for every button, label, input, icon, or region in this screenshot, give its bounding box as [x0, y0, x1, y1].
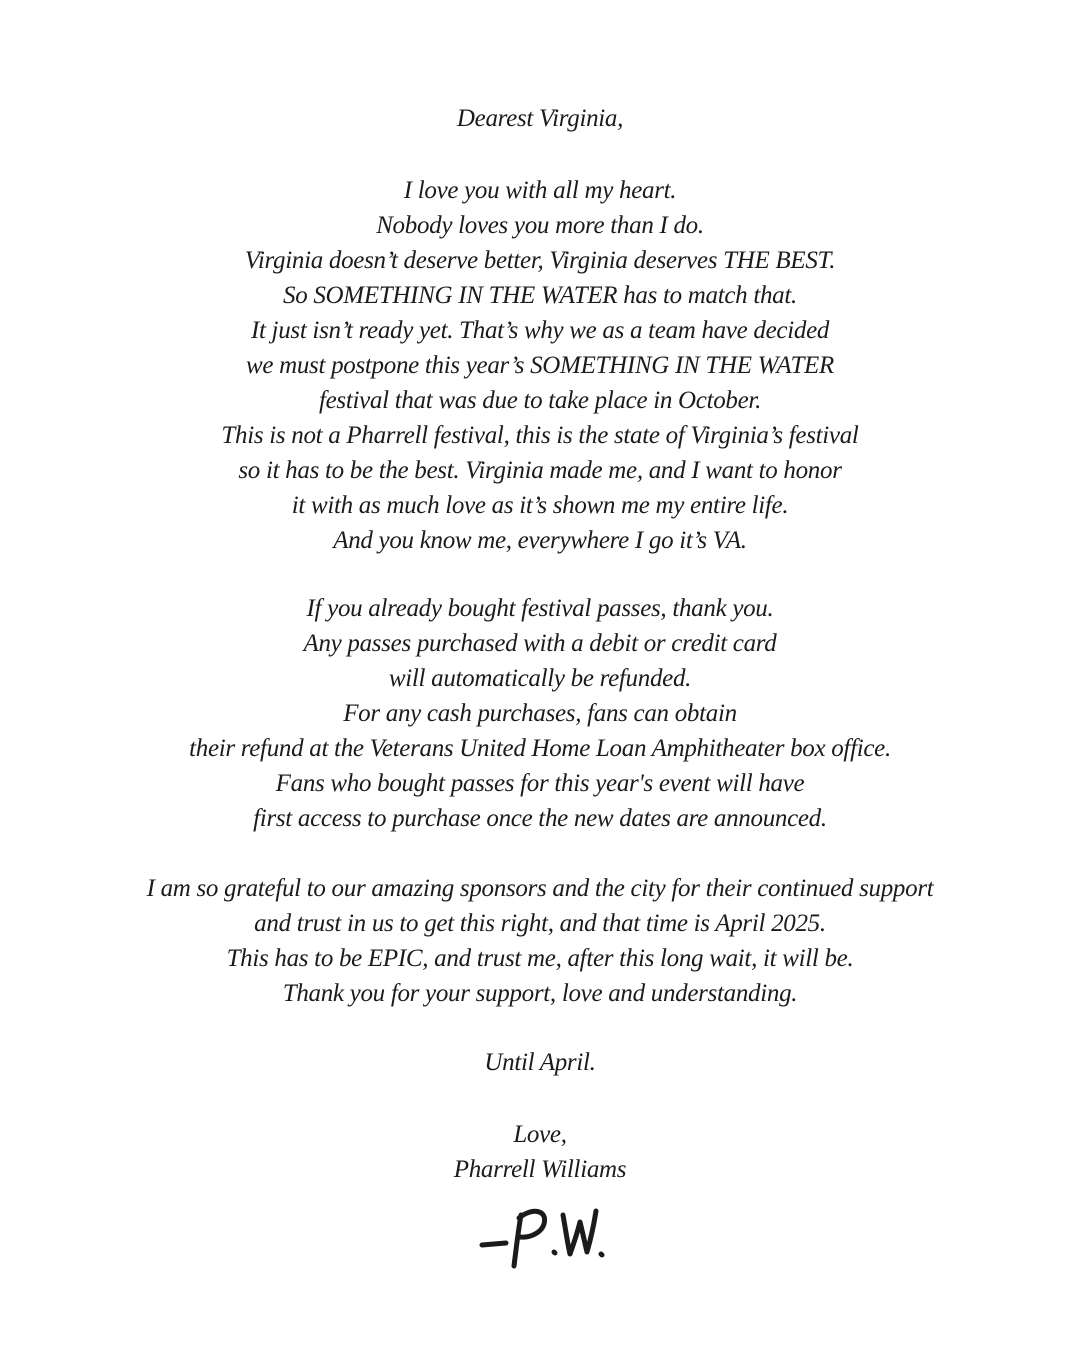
text-line: I am so grateful to our amazing sponsors and the city for their continued support: [146, 875, 934, 902]
paragraph-2: [0, 591, 1080, 836]
farewell-line: Until April.: [484, 1049, 596, 1076]
text-line: And you know me, everywhere I go it’s VA.: [333, 527, 747, 554]
text-line: It just isn’t ready yet. That’s why we as a team have decided: [250, 317, 830, 344]
text-line: Fans who bought passes for this year's event will have: [275, 770, 805, 797]
text-line: This has to be EPIC, and trust me, after this long wait, it will be.: [226, 945, 854, 972]
handwritten-signature: [470, 1198, 610, 1278]
text-line: For any cash purchases, fans can obtain: [343, 700, 737, 727]
sign-off: Love,: [513, 1121, 567, 1148]
greeting: Dearest Virginia,: [456, 105, 624, 132]
text-line: it with as much love as it’s shown me my entire life.: [291, 492, 789, 519]
text-line: so it has to be the best. Virginia made me, and I want to honor: [238, 457, 842, 484]
text-line: festival that was due to take place in October.: [318, 387, 762, 414]
text-line: will automatically be refunded.: [388, 665, 692, 692]
text-line: first access to purchase once the new dates are announced.: [253, 805, 827, 832]
text-line: and trust in us to get this right, and that time is April 2025.: [254, 910, 826, 937]
text-line: If you already bought festival passes, thank you.: [306, 595, 774, 622]
text-line: their refund at the Veterans United Home Loan Amphitheater box office.: [189, 735, 891, 762]
text-line: Nobody loves you more than I do.: [376, 212, 704, 239]
text-line: Any passes purchased with a debit or credit card: [303, 630, 777, 657]
text-line: So SOMETHING IN THE WATER has to match that.: [283, 282, 797, 309]
text-line: I love you with all my heart.: [403, 177, 677, 204]
text-line: Thank you for your support, love and understanding.: [282, 980, 798, 1007]
paragraph-3: [0, 871, 1080, 1011]
text-line: This is not a Pharrell festival, this is the state of Virginia’s festival: [221, 422, 859, 449]
text-line: we must postpone this year’s SOMETHING IN THE WATER: [245, 352, 835, 379]
text-line: Virginia doesn’t deserve better, Virginia deserves THE BEST.: [244, 247, 836, 274]
author-name: Pharrell Williams: [453, 1156, 627, 1183]
paragraph-1: [0, 173, 1080, 558]
